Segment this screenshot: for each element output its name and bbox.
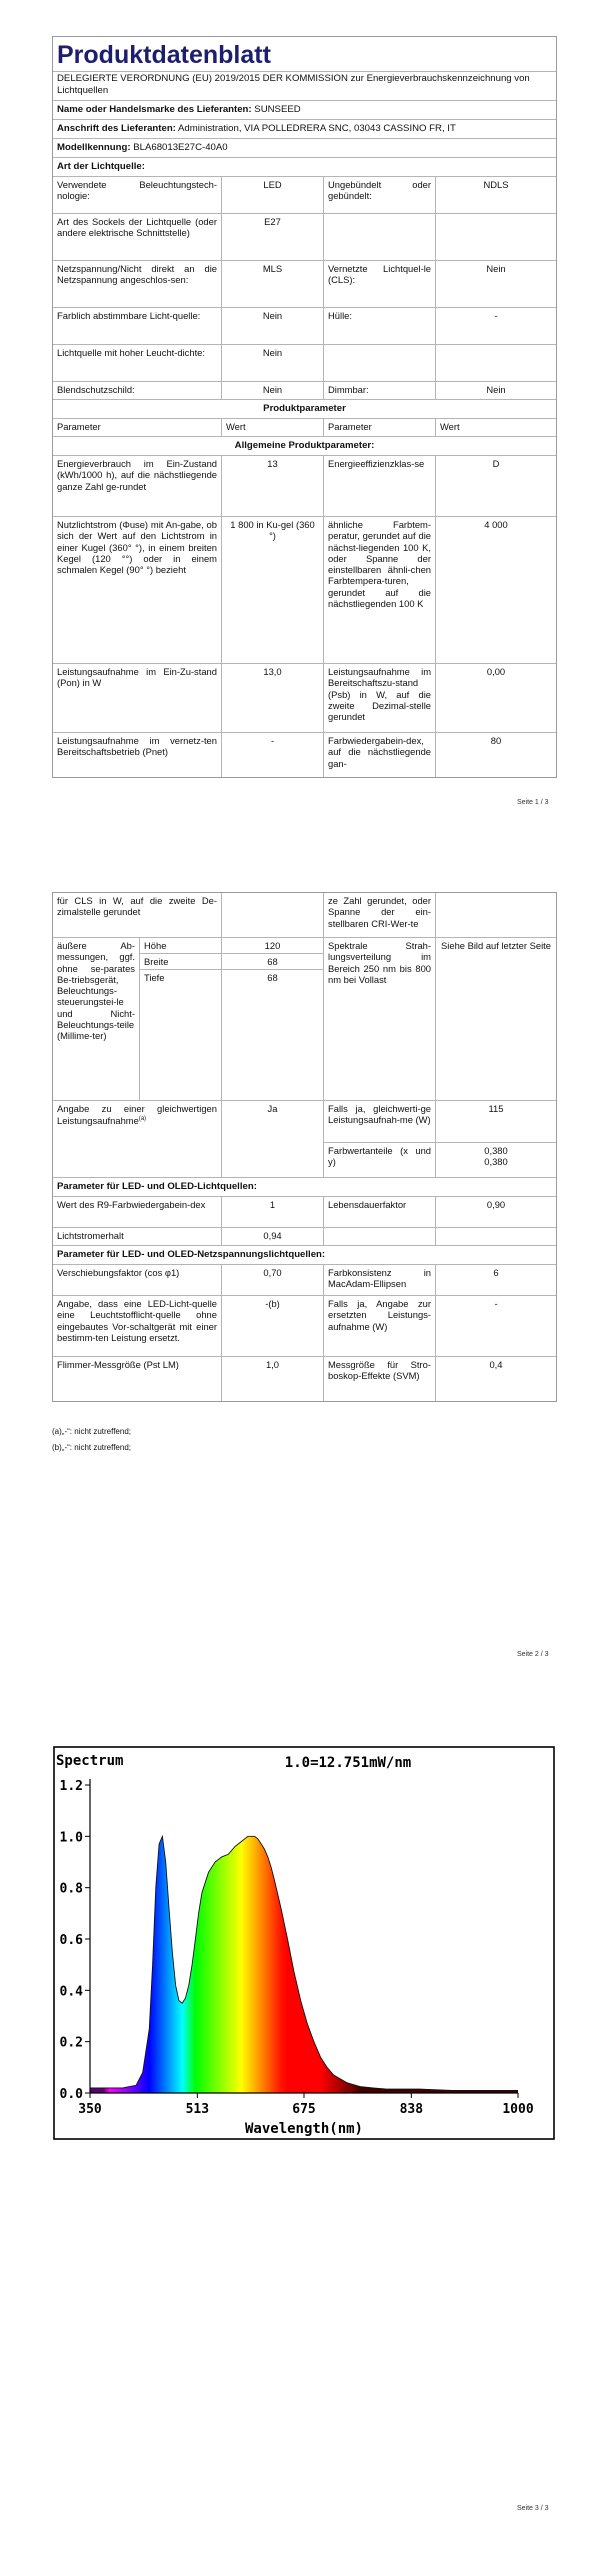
address-value: Administration, VIA POLLEDRERA SNC, 03043 CASSINO FR, IT xyxy=(178,123,456,134)
empty-cell xyxy=(323,1228,435,1245)
column-header: Parameter xyxy=(323,419,435,436)
mains-row xyxy=(53,1264,556,1295)
equivalent-sub-values xyxy=(435,1101,556,1177)
consistency-value: 6 xyxy=(435,1265,556,1295)
regulation-subtitle: DELEGIERTE VERORDNUNG (EU) 2019/2015 DER KOMMISSION zur Energieverbrauchskennzeichnung von Lichtquellen xyxy=(53,71,556,100)
type-label: Verwendete Beleuchtungstech-nologie: xyxy=(57,179,217,202)
supplier-label: Name oder Handelsmarke des Lieferanten: xyxy=(57,104,252,115)
mains-heading: Parameter für LED- und OLED-Netzspannungslichtquellen: xyxy=(53,1245,556,1264)
type-value: Nein xyxy=(435,261,556,307)
type-value xyxy=(435,214,556,260)
type-value: Nein xyxy=(221,308,323,344)
type-value: LED xyxy=(221,177,323,213)
address-label: Anschrift des Lieferanten: xyxy=(57,123,176,134)
chromaticity-x-value: 0,380 xyxy=(484,1145,508,1156)
flicker-label: Flimmer-Messgröße (Pst LM) xyxy=(57,1359,179,1370)
type-row xyxy=(53,260,556,307)
y-tick-label: 0.6 xyxy=(59,1933,83,1948)
y-tick-label: 1.2 xyxy=(59,1779,83,1794)
r9-label: Wert des R9-Farbwiedergabein-dex xyxy=(57,1199,206,1210)
equivalent-label: Angabe zu einer gleichwertigen Leistungsaufnahme$^{(a)}$ xyxy=(57,1103,217,1127)
x-tick-label: 350 xyxy=(78,2102,102,2117)
type-value xyxy=(435,345,556,381)
lumen-maintenance-label: Lichtstromerhalt xyxy=(57,1230,124,1241)
type-label: Blendschutzschild: xyxy=(57,384,135,395)
datasheet-page-2 xyxy=(52,892,557,1402)
empty-cell xyxy=(435,1228,556,1245)
y-tick-label: 1.0 xyxy=(59,1830,83,1846)
dimension-height-label: Höhe xyxy=(140,938,221,954)
type-label: Ungebündelt oder gebündelt: xyxy=(323,177,435,213)
type-row xyxy=(53,213,556,260)
column-header: Parameter xyxy=(57,421,101,432)
replacement-power-label: Falls ja, Angabe zur ersetzten Leistungs-aufnahme (W) xyxy=(323,1296,435,1356)
type-value: Nein xyxy=(221,345,323,381)
param-value: 0,00 xyxy=(435,664,556,732)
stroboscopic-value: 0,4 xyxy=(435,1357,556,1401)
param-row xyxy=(53,516,556,663)
param-label: ähnliche Farbtem-peratur, gerundet auf die nächst-liegenden 100 K, oder Spanne der einstellbaren ähnli-chen Farbtempera-turen, gerundet auf die nächstliegenden 100 K xyxy=(323,517,435,663)
type-label: Vernetzte Lichtquel-le (CLS): xyxy=(323,261,435,307)
page-number: Seite 1 / 3 xyxy=(517,799,549,806)
param-value: D xyxy=(435,456,556,516)
y-tick-label: 0.4 xyxy=(59,1984,83,2000)
lumen-maintenance-value: 0,94 xyxy=(221,1228,323,1245)
type-label: Hülle: xyxy=(323,308,435,344)
supplier-value: SUNSEED xyxy=(254,104,301,115)
type-value: Nein xyxy=(221,382,323,399)
spectrum-chart xyxy=(48,1745,558,2145)
led-heading: Parameter für LED- und OLED-Lichtquellen: xyxy=(53,1177,556,1196)
param-label: Leistungsaufnahme im Bereitschaftszu-stand (Psb) in W, auf die zweite Dezimal-stelle gerundet xyxy=(323,664,435,732)
dimension-width-label: Breite xyxy=(140,954,221,970)
dimensions-row xyxy=(53,937,556,1100)
param-label: Energieverbrauch im Ein-Zustand (kWh/1000 h), auf die nächstliegende ganze Zahl ge-rundet xyxy=(57,458,217,492)
continued-row xyxy=(53,893,556,937)
mains-row xyxy=(53,1295,556,1356)
allgemeine-heading: Allgemeine Produktparameter: xyxy=(53,436,556,455)
x-axis-label: Wavelength(nm) xyxy=(244,2121,364,2137)
dimension-depth-value: 68 xyxy=(267,972,278,983)
replacement-value: -(b) xyxy=(221,1296,323,1356)
type-label: Lichtquelle mit hoher Leucht-dichte: xyxy=(57,347,206,358)
param-row xyxy=(53,455,556,516)
led-row xyxy=(53,1196,556,1227)
param-value: - xyxy=(221,733,323,777)
stroboscopic-label: Messgröße für Stro-boskop-Effekte (SVM) xyxy=(323,1357,435,1401)
flicker-value: 1,0 xyxy=(221,1357,323,1401)
param-value: 80 xyxy=(435,733,556,777)
dimension-values xyxy=(221,938,323,1100)
address-row xyxy=(53,119,556,138)
replacement-power-value: - xyxy=(435,1296,556,1356)
model-label: Modellkennung: xyxy=(57,142,131,153)
param-row xyxy=(53,663,556,732)
param-value: 1 800 in Ku-gel (360 °) xyxy=(221,517,323,663)
chart-title: Spectrum xyxy=(56,1753,124,1769)
equivalent-power-row xyxy=(53,1100,556,1177)
displacement-value: 0,70 xyxy=(221,1265,323,1295)
type-label: Farblich abstimmbare Licht-quelle: xyxy=(57,310,201,321)
type-value: Nein xyxy=(435,382,556,399)
equivalent-power-value: 115 xyxy=(436,1101,556,1143)
type-row xyxy=(53,381,556,399)
page-number: Seite 2 / 3 xyxy=(517,1651,549,1658)
dimension-names xyxy=(139,938,221,1100)
spectral-value: Siehe Bild auf letzter Seite xyxy=(435,938,556,1100)
param-label: ze Zahl gerundet, oder Spanne der ein-stellbaren CRI-Wer-te xyxy=(323,893,435,937)
param-label: Leistungsaufnahme im vernetz-ten Bereitschaftsbetrieb (Pnet) xyxy=(57,735,217,758)
r9-value: 1 xyxy=(221,1197,323,1227)
chromaticity-y-value: 0,380 xyxy=(484,1156,508,1168)
type-value: NDLS xyxy=(435,177,556,213)
type-value: MLS xyxy=(221,261,323,307)
param-value: 4 000 xyxy=(435,517,556,663)
footnote-b: (b)„-“: nicht zutreffend; xyxy=(52,1443,131,1452)
equivalent-sub-labels xyxy=(323,1101,435,1177)
led-row xyxy=(53,1227,556,1245)
type-value: - xyxy=(435,308,556,344)
type-row xyxy=(53,176,556,213)
param-value: 13,0 xyxy=(221,664,323,732)
type-label xyxy=(323,214,435,260)
equivalent-power-label: Falls ja, gleichwerti-ge Leistungsaufnah-me (W) xyxy=(324,1101,435,1143)
y-tick-label: 0.2 xyxy=(59,2035,83,2051)
param-label: Nutzlichtstrom (Φuse) mit An-gabe, ob sich der Wert auf den Lichtstrom in einer Kugel (360° °), in einem breiten Kegel (120 °°) oder in einem schmalen Kegel (90° °) bezieht xyxy=(57,519,217,576)
replacement-label: Angabe, dass eine LED-Licht-quelle eine Leuchtstofflicht-quelle ohne eingebautes Vor-schaltgerät mit einer bestimm-ten Leistung ersetzt. xyxy=(57,1298,217,1343)
param-label: Energieeffizienzklas-se xyxy=(323,456,435,516)
displacement-label: Verschiebungsfaktor (cos φ1) xyxy=(57,1267,180,1278)
type-label: Dimmbar: xyxy=(323,382,435,399)
type-label: Art des Sockels der Lichtquelle (oder andere elektrische Schnittstelle) xyxy=(57,216,217,239)
type-label xyxy=(323,345,435,381)
datasheet-page-1 xyxy=(52,36,557,778)
equivalent-label-text: Angabe zu einer gleichwertigen Leistungsaufnahme xyxy=(57,1103,217,1127)
type-row xyxy=(53,344,556,381)
y-tick-label: 0.8 xyxy=(59,1881,83,1897)
model-value: BLA68013E27C-40A0 xyxy=(133,142,228,153)
param-label: Farbwiedergabein-dex, auf die nächstliegende gan- xyxy=(323,733,435,777)
consistency-label: Farbkonsistenz in MacAdam-Ellipsen xyxy=(323,1265,435,1295)
dimension-width-value: 68 xyxy=(222,954,323,970)
dimensions-label: äußere Ab-messungen, ggf. ohne se-parates Be-triebsgerät, Beleuchtungs-steuerungstei-le und Nicht-Beleuchtungs-teile (Millime-ter) xyxy=(57,940,135,1042)
page-number: Seite 3 / 3 xyxy=(517,2505,549,2512)
supplier-row xyxy=(53,100,556,119)
type-value: E27 xyxy=(221,214,323,260)
chromaticity-label: Farbwertanteile (x und y) xyxy=(328,1145,431,1168)
spectral-label: Spektrale Strah-lungsverteilung im Bereich 250 nm bis 800 nm bei Vollast xyxy=(323,938,435,1100)
spectrum-area xyxy=(90,1836,518,2093)
y-tick-label: 0.0 xyxy=(59,2087,83,2102)
document-title: Produktdatenblatt xyxy=(57,41,271,69)
mains-row xyxy=(53,1356,556,1401)
chart-annotation: 1.0=12.751mW/nm xyxy=(284,1755,412,1771)
produktparameter-heading: Produktparameter xyxy=(53,399,556,418)
lifetime-label: Lebensdauerfaktor xyxy=(323,1197,435,1227)
x-tick-label: 838 xyxy=(399,2102,424,2117)
dimension-depth-label: Tiefe xyxy=(144,972,165,983)
x-tick-label: 513 xyxy=(185,2102,210,2117)
param-label: Leistungsaufnahme im Ein-Zu-stand (Pon) in W xyxy=(57,666,217,689)
x-tick-label: 675 xyxy=(292,2102,316,2117)
param-label: für CLS in W, auf die zweite De-zimalstelle gerundet xyxy=(57,895,217,918)
footnote-a: (a)„-“: nicht zutreffend; xyxy=(52,1427,131,1436)
param-value: 13 xyxy=(221,456,323,516)
dimension-height-value: 120 xyxy=(222,938,323,954)
equivalent-value: Ja xyxy=(221,1101,323,1177)
param-value xyxy=(221,893,323,937)
type-label: Netzspannung/Nicht direkt an die Netzspannung angeschlos-sen: xyxy=(57,263,217,286)
type-heading: Art der Lichtquelle: xyxy=(53,157,556,176)
lifetime-value: 0,90 xyxy=(435,1197,556,1227)
type-row xyxy=(53,307,556,344)
x-tick-label: 1000 xyxy=(502,2102,534,2117)
param-row xyxy=(53,732,556,777)
model-row xyxy=(53,138,556,157)
column-header: Wert xyxy=(435,419,556,436)
column-header-row xyxy=(53,418,556,436)
param-value xyxy=(435,893,556,937)
column-header: Wert xyxy=(221,419,323,436)
